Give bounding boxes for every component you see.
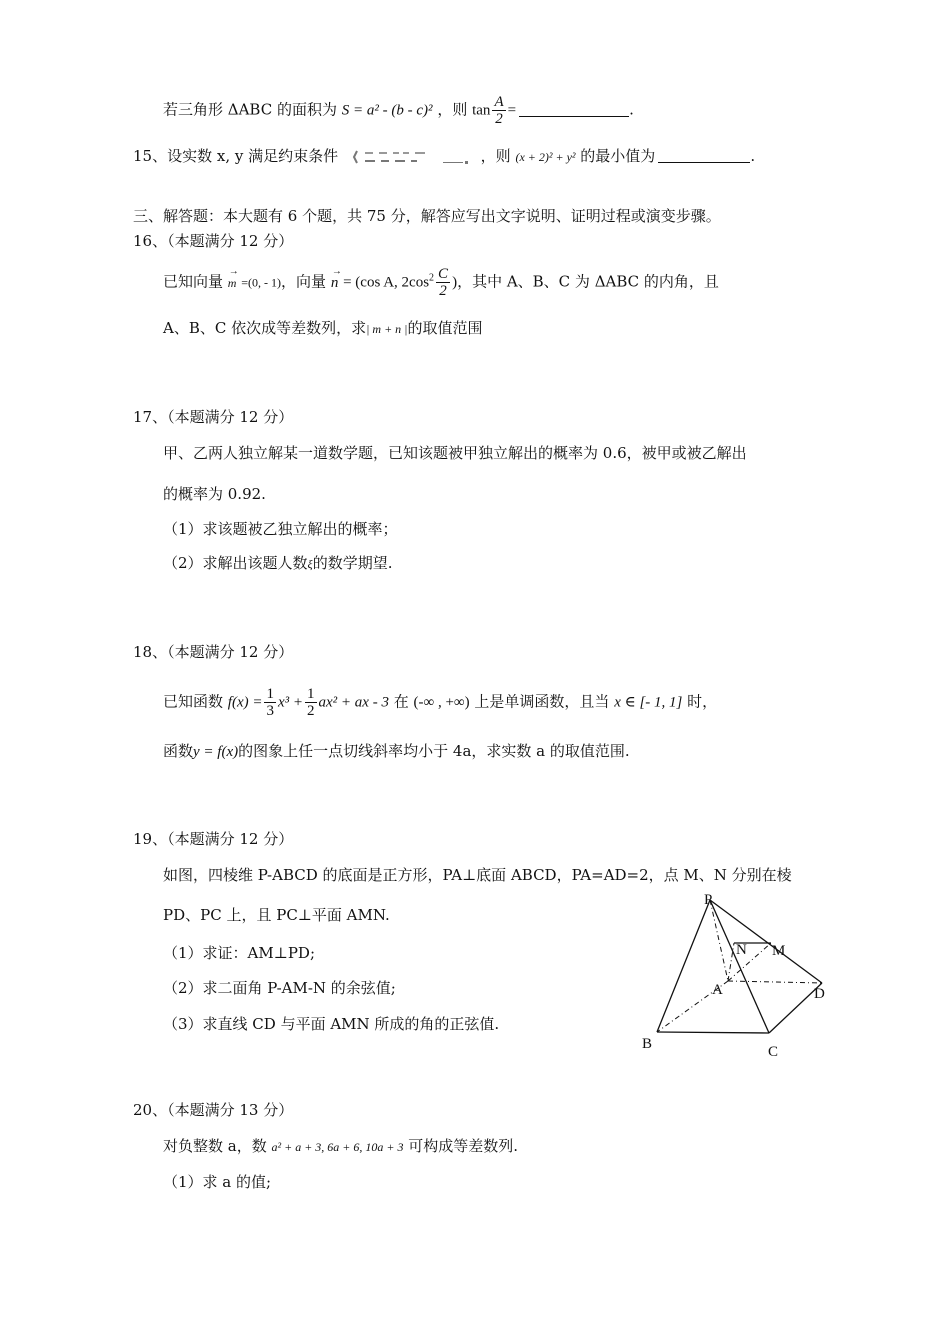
q15-expression: (x + 2)² + y² [515,150,576,164]
q16-header [133,231,293,251]
q19-number: 19、 [133,830,168,848]
q14-equals: = [507,102,517,119]
q20-sequence: a² + a + 3, 6a + 6, 10a + 3 [271,1140,404,1154]
q16-l1-c: ，其中 A、B、C 为 ΔABC 的内角，且 [457,272,719,291]
q19-score: （本题满分 12 分） [167,830,294,848]
q15-number: 15、 [133,147,168,165]
q16-score: （本题满分 12 分） [167,232,294,250]
edge-PB [657,900,710,1032]
q20-header [133,1100,293,1120]
q18-interval: (-∞ , +∞) [413,694,470,711]
q20-l1-b: 可构成等差数列. [408,1137,519,1155]
q15-constraint-image [351,147,476,167]
label-P: P [704,892,713,908]
q14-tan: tan [472,102,491,119]
q16-number: 16、 [133,232,168,250]
label-M: M [772,943,786,959]
q14-line [163,94,634,127]
q15-text-c: 的最小值为 [580,147,656,165]
q18-l1-c: 上是单调函数，且当 [474,692,610,711]
edge-BC [657,1032,769,1033]
q14-tan-fraction: $\frac{A}{2}$ [494,94,504,127]
q15-line [133,146,755,167]
q18-l1-b: 在 [393,692,409,711]
label-C: C [768,1044,779,1060]
q19-line-1: 如图，四棱维 P-ABCD 的底面是正方形，PA⊥底面 ABCD，PA=AD=2，点 M、N 分别在棱 [163,866,792,884]
q17-line-2: 的概率为 0.92. [163,485,266,503]
q18-line-2 [163,741,630,762]
q17-p2-b: 的数学期望. [312,554,393,572]
q19-part-2: （2）求二面角 P-AM-N 的余弦值; [163,979,396,997]
section-3-heading: 三、解答题：本大题有 6 个题，共 75 分，解答应写出文字说明、证明过程或演变步骤。 [133,207,721,225]
q17-p2-a: （2）求解出该题人数 [163,554,308,572]
label-N: N [736,942,747,958]
q18-term-2: ax² + ax - 3 [318,694,389,711]
q18-condition: x ∈ [- 1, 1] [614,694,683,711]
edge-PC [710,900,769,1033]
q18-score: （本题满分 12 分） [167,643,294,661]
q16-l2-b: 的取值范围 [407,319,483,337]
q14-area-formula: S = a² - (b - c)² [341,102,433,119]
vector-n-value: = (cos A, 2cos [343,274,430,291]
q18-line-1 [163,686,717,719]
q18-l1-a: 已知函数 [163,692,224,711]
q16-abs-expr: | m + n | [366,322,408,336]
vector-n: → n [331,273,339,293]
q16-cos-fraction: $\frac{C}{2}$ [438,266,449,299]
q14-then: ，则 [437,100,468,119]
q18-l1-d: 时， [687,692,718,711]
q17-header [133,407,293,427]
q20-score: （本题满分 13 分） [167,1101,294,1119]
q20-number: 20、 [133,1101,168,1119]
q18-term-1: x³ + [277,694,304,711]
q17-line-1: 甲、乙两人独立解某一道数学题，已知该题被甲独立解出的概率为 0.6，被甲或被乙解出 [163,444,747,462]
q14-end: . [629,100,634,119]
q18-fx: f(x) = [227,694,263,711]
q17-xi: ξ [307,557,313,571]
segment-AM [728,943,771,981]
pyramid-figure [630,886,840,1066]
q14-lead: 若三角形 ΔABC 的面积为 [163,100,337,119]
q19-header [133,829,293,849]
label-A: A [712,982,723,998]
q19-part-1: （1）求证：AM⊥PD; [163,944,316,962]
q17-score: （本题满分 12 分） [167,408,294,426]
q18-l2-a: 函数 [163,742,194,760]
q18-l2-b: 的图象上任一点切线斜率均小于 4a，求实数 a 的取值范围. [238,742,630,760]
q20-l1-a: 对负整数 a，数 [163,1137,267,1155]
q15-answer-blank [658,148,750,163]
q20-line-1 [163,1136,518,1157]
edge-PD [710,900,822,983]
q14-answer-blank [519,102,629,117]
q18-frac-1: $\frac{1}{3}$ [266,686,274,719]
q16-line-1: 已知向量 → m =(0, - 1)，向量 → n = (cos A, $2\cos^2$ $\frac{C}{2}$ )，其中 A、B、C 为 ΔABC 的内角，且 [163,266,719,299]
q15-end: . [750,147,756,165]
q18-number: 18、 [133,643,168,661]
vector-m-value: =(0, - 1) [241,275,282,290]
vector-m: → m [228,273,237,293]
q19-part-3: （3）求直线 CD 与平面 AMN 所成的角的正弦值. [163,1015,500,1033]
q16-l2-a: A、B、C 依次成等差数列，求 [163,319,367,337]
edge-AD [728,981,822,983]
label-D: D [814,986,825,1002]
q15-text-b: ，则 [480,147,511,165]
q16-line-2 [163,318,483,339]
q17-number: 17、 [133,408,168,426]
q18-header [133,642,293,662]
q19-line-2: PD、PC 上，且 PC⊥平面 AMN. [163,906,390,924]
constraint-system-icon [351,147,476,167]
q17-part-2 [163,553,392,574]
label-B: B [642,1036,653,1052]
vector-n-close: ) [452,274,458,291]
q17-part-1: （1）求该题被乙独立解出的概率； [163,520,398,538]
q18-frac-2: $\frac{1}{2}$ [307,686,315,719]
q15-text-a: 设实数 x, y 满足约束条件 [167,147,339,165]
q20-part-1: （1）求 a 的值; [163,1173,272,1191]
q18-yfx: y = f(x) [193,744,239,760]
q16-l1-a: 已知向量 [163,272,224,291]
edge-PA [710,900,728,981]
q16-l1-b: ，向量 [281,272,327,291]
